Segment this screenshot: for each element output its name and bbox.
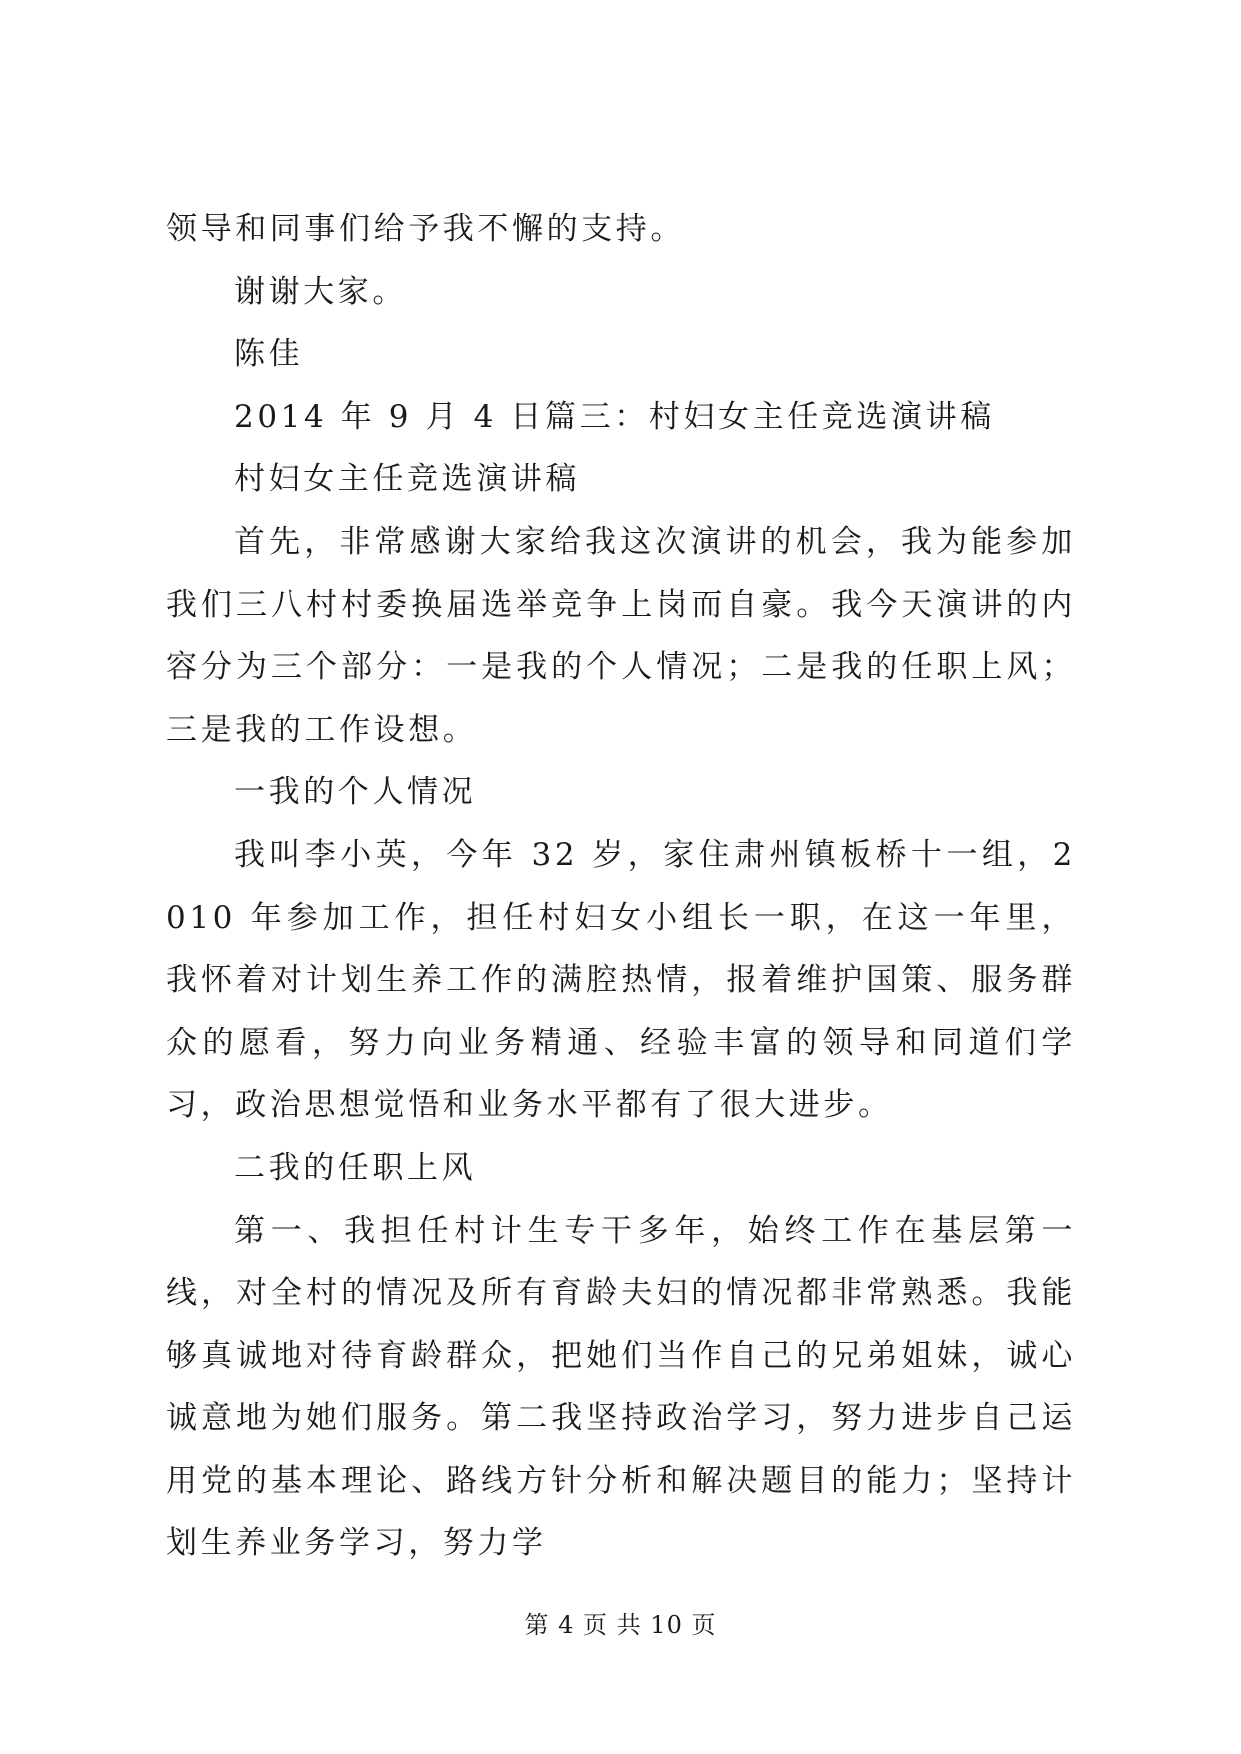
paragraph-thanks: 谢谢大家。 — [234, 273, 407, 310]
paragraph-intro: 首先，非常感谢大家给我这次演讲的机会，我为能参加我们三八村村委换届选举竞争上岗而自豪。我今天演讲的内容分为三个部分：一是我的个人情况；二是我的任职上风；三是我的工作设想。 — [166, 523, 1076, 748]
section-heading-advantages: 二我的任职上风 — [234, 1149, 477, 1186]
paragraph-signature: 陈佳 — [234, 336, 304, 373]
paragraph-continuation: 领导和同事们给予我不懈的支持。 — [166, 211, 685, 247]
paragraph-personal: 我叫李小英，今年 32 岁，家住肃州镇板桥十一组，2010 年参加工作，担任村妇女小组长一职，在这一年里，我怀着对计划生养工作的满腔热情，报着维护国策、服务群众的愿看，努力向业务精通、经验丰富的领导和同道们学习，政治思想觉悟和业务水平都有了很大进步。 — [166, 836, 1076, 1124]
document-body — [166, 198, 1076, 1575]
page-number-footer: 第 4 页 共 10 页 — [524, 1611, 717, 1639]
paragraph-advantages: 第一、我担任村计生专干多年，始终工作在基层第一线，对全村的情况及所有育龄夫妇的情况都非常熟悉。我能够真诚地对待育龄群众，把她们当作自己的兄弟姐妹，诚心诚意地为她们服务。第二我坚持政治学习，努力进步自己运用党的基本理论、路线方针分析和解决题目的能力；坚持计划生养业务学习，努力学 — [166, 1212, 1076, 1562]
paragraph-date-heading: 2014 年 9 月 4 日篇三：村妇女主任竞选演讲稿 — [234, 398, 995, 435]
section-heading-personal: 一我的个人情况 — [234, 774, 477, 811]
paragraph-title: 村妇女主任竞选演讲稿 — [234, 461, 580, 498]
